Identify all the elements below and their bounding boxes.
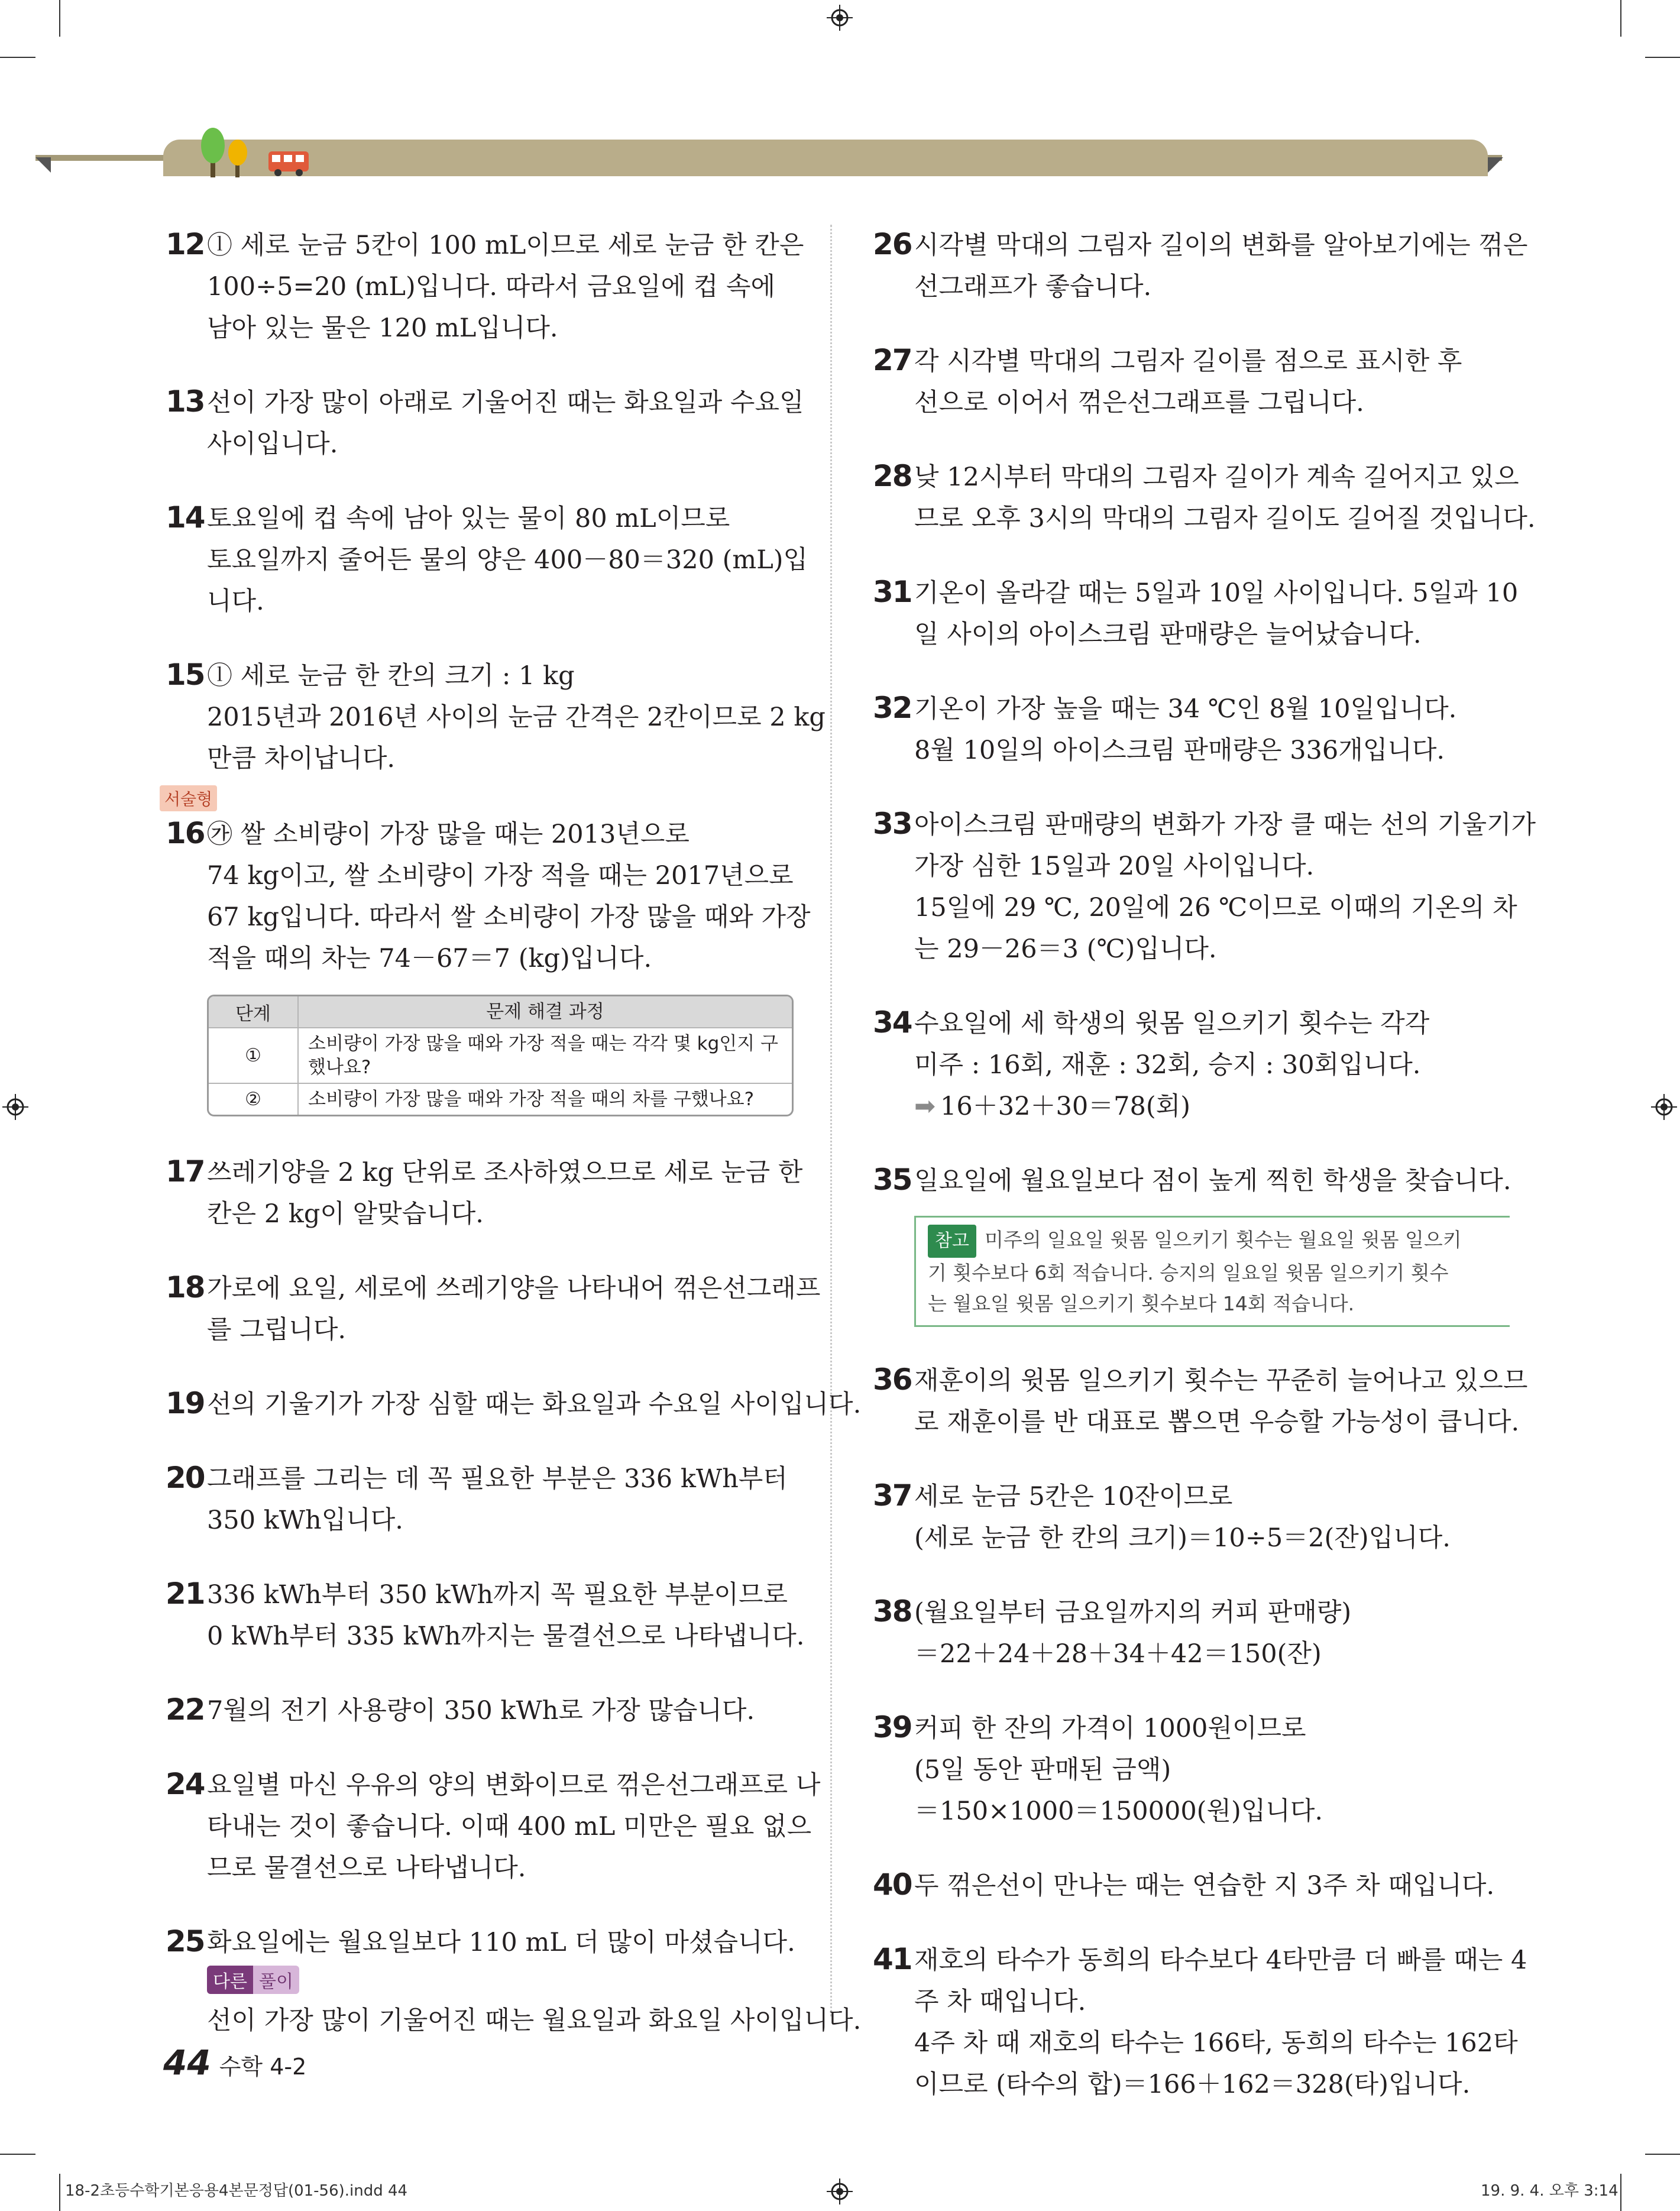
answer-line: 기온이 올라갈 때는 5일과 10일 사이입니다. 5일과 10 [914, 578, 1519, 608]
problem-34 [873, 1003, 1500, 1127]
problem-41 [873, 1940, 1527, 2105]
problem-28 [873, 457, 1536, 539]
problem-number: 36 [873, 1362, 912, 1397]
answer-line: ㉮ 쌀 소비량이 가장 많을 때는 2013년으로 [207, 820, 690, 849]
answer-line: 선그래프가 좋습니다. [914, 272, 1152, 302]
answer-line: ⓛ 세로 눈금 5칸이 100 mL이므로 세로 눈금 한 칸은 [207, 231, 804, 260]
note-line: 기 횟수보다 6회 적습니다. 승지의 일요일 윗몸 일으키기 횟수 [928, 1261, 1449, 1284]
essay-tag: 서술형 [160, 785, 217, 811]
page-footer [163, 2042, 306, 2083]
answer-line: 재호의 타수가 동희의 타수보다 4타만큼 더 빠를 때는 4 [914, 1945, 1527, 1975]
rubric-table [207, 995, 794, 1116]
problem-number: 12 [166, 227, 205, 261]
problem-number: 13 [166, 384, 205, 419]
answer-line: 쓰레기양을 2 kg 단위로 조사하였으므로 세로 눈금 한 [207, 1158, 803, 1187]
answer-line: 세로 눈금 5칸은 10잔이므로 [914, 1482, 1233, 1511]
problem-18 [166, 1268, 821, 1351]
problem-37 [873, 1476, 1500, 1559]
answer-line: 가장 심한 15일과 20일 사이입니다. [914, 852, 1315, 881]
problem-25 [166, 1922, 862, 2041]
answer-line: 350 kWh입니다. [207, 1506, 403, 1535]
answer-line: 수요일에 세 학생의 윗몸 일으키기 횟수는 각각 [914, 1009, 1430, 1038]
problem-15 [166, 655, 826, 779]
problem-number: 32 [873, 691, 912, 725]
slug-filename: 18-2초등수학기본응용4본문정답(01-56).indd 44 [65, 2182, 408, 2200]
problem-32 [873, 688, 1500, 771]
answer-line: ⓛ 세로 눈금 한 칸의 크기 : 1 kg [207, 661, 575, 691]
alternate-solution-tag [207, 1966, 299, 1994]
answer-result-line [914, 1086, 1500, 1127]
answer-line: 그래프를 그리는 데 꼭 필요한 부분은 336 kWh부터 [207, 1464, 788, 1494]
problem-number: 41 [873, 1942, 912, 1976]
answer-line: 사이입니다. [207, 429, 338, 459]
answer-line: 기온이 가장 높을 때는 34 ℃인 8월 10일입니다. [914, 694, 1457, 724]
problem-20 [166, 1458, 792, 1541]
problem-36 [873, 1360, 1528, 1443]
alt-tag-b: 풀이 [253, 1966, 299, 1994]
problem-number: 31 [873, 575, 912, 609]
subject-label: 수학 4-2 [219, 2054, 307, 2080]
problem-number: 37 [873, 1478, 912, 1513]
problem-19 [166, 1384, 862, 1425]
problem-number: 28 [873, 459, 912, 493]
registration-mark-icon [827, 5, 853, 31]
registration-mark-icon [2, 1094, 28, 1120]
answer-line: 남아 있는 물은 120 mL입니다. [207, 313, 558, 343]
answer-line: 가로에 요일, 세로에 쓰레기양을 나타내어 꺾은선그래프 [207, 1274, 821, 1303]
arrow-right-icon: ➡ [914, 1092, 936, 1121]
note-box [914, 1216, 1510, 1327]
right-column [873, 225, 1536, 2138]
rubric-row [209, 1083, 792, 1115]
note-line-first [928, 1225, 1501, 1258]
answer-line: 시각별 막대의 그림자 길이의 변화를 알아보기에는 꺾은 [914, 231, 1528, 260]
problem-number: 26 [873, 227, 912, 261]
problem-number: 16 [166, 816, 205, 850]
rubric-head-process: 문제 해결 과정 [486, 1001, 604, 1022]
problem-17 [166, 1152, 803, 1235]
answer-line: 므로 물결선으로 나타냅니다. [207, 1853, 526, 1883]
answer-line: ＝150×1000＝150000(원)입니다. [914, 1796, 1323, 1826]
crop-mark [59, 2174, 60, 2211]
registration-mark-icon [1651, 1094, 1677, 1120]
answer-line: 니다. [207, 587, 264, 616]
answer-line: 두 꺾은선이 만나는 때는 연습한 지 3주 차 때입니다. [914, 1871, 1495, 1901]
problem-38 [873, 1592, 1500, 1675]
answer-line: 100÷5=20 (mL)입니다. 따라서 금요일에 컵 속에 [207, 272, 776, 302]
problem-number: 21 [166, 1576, 205, 1611]
problem-number: 14 [166, 500, 205, 535]
problem-14 [166, 498, 808, 622]
header-cap-left [35, 157, 51, 173]
answer-line: 선이 가장 많이 아래로 기울어진 때는 화요일과 수요일 [207, 388, 804, 417]
problem-number: 15 [166, 658, 205, 692]
rubric-header [209, 996, 792, 1027]
answer-line: (월요일부터 금요일까지의 커피 판매량) [914, 1598, 1352, 1627]
header-banner [163, 140, 1488, 176]
answer-result: 16＋32＋30＝78(회) [940, 1092, 1190, 1121]
answer-line: 336 kWh부터 350 kWh까지 꼭 필요한 부분이므로 [207, 1580, 788, 1610]
note-text: 미주의 일요일 윗몸 일으키기 횟수는 월요일 윗몸 일으키 [984, 1228, 1462, 1251]
answer-line: 타내는 것이 좋습니다. 이때 400 mL 미만은 필요 없으 [207, 1812, 812, 1841]
problem-number: 25 [166, 1924, 205, 1959]
problem-number: 35 [873, 1163, 912, 1197]
problem-number: 24 [166, 1767, 205, 1801]
crop-mark [1645, 2154, 1680, 2155]
column-divider [830, 225, 832, 2016]
problem-number: 39 [873, 1710, 912, 1744]
answer-line: 는 29－26＝3 (℃)입니다. [914, 934, 1217, 964]
header-cap-right [1488, 157, 1503, 173]
page-number: 44 [163, 2042, 211, 2083]
problem-number: 27 [873, 343, 912, 377]
alt-tag-a: 다른 [207, 1966, 253, 1994]
tree-icon [196, 123, 255, 177]
answer-line: 74 kg이고, 쌀 소비량이 가장 적을 때는 2017년으로 [207, 861, 794, 891]
answer-line: 로 재훈이를 반 대표로 뽑으면 우승할 가능성이 큽니다. [914, 1407, 1520, 1437]
rubric-row [209, 1027, 792, 1083]
alternate-solution-line: 선이 가장 많이 기울어진 때는 월요일과 화요일 사이입니다. [207, 2006, 862, 2035]
problem-40 [873, 1865, 1500, 1906]
crop-mark [1620, 0, 1621, 37]
problem-16 [166, 814, 811, 1116]
answer-line: 요일별 마신 우유의 양의 변화이므로 꺾은선그래프로 나 [207, 1770, 821, 1800]
answer-line: 만큼 차이납니다. [207, 744, 396, 773]
note-line: 는 월요일 윗몸 일으키기 횟수보다 14회 적습니다. [928, 1292, 1355, 1315]
problem-number: 33 [873, 807, 912, 841]
problem-24 [166, 1765, 821, 1889]
answer-line: 7월의 전기 사용량이 350 kWh로 가장 많습니다. [207, 1696, 755, 1726]
problem-33 [873, 804, 1536, 970]
answer-line: 각 시각별 막대의 그림자 길이를 점으로 표시한 후 [914, 347, 1462, 376]
answer-line: 적을 때의 차는 74－67＝7 (kg)입니다. [207, 944, 652, 973]
answer-line: (세로 눈금 한 칸의 크기)＝10÷5＝2(잔)입니다. [914, 1523, 1451, 1553]
rubric-step: ② [209, 1084, 299, 1115]
problem-21 [166, 1574, 805, 1657]
answer-line: 토요일까지 줄어든 물의 양은 400－80＝320 (mL)입 [207, 545, 808, 575]
left-column [164, 225, 862, 2074]
answer-line: 선의 기울기가 가장 심할 때는 화요일과 수요일 사이입니다. [207, 1390, 862, 1419]
answer-line: 일요일에 월요일보다 점이 높게 찍힌 학생을 찾습니다. [914, 1166, 1511, 1196]
answer-line: 선으로 이어서 꺾은선그래프를 그립니다. [914, 388, 1364, 417]
problem-number: 22 [166, 1692, 205, 1727]
answer-line: ＝22＋24＋28＋34＋42＝150(잔) [914, 1639, 1322, 1669]
crop-mark [0, 2154, 35, 2155]
problem-35 [873, 1160, 1511, 1327]
rubric-text-line: 했나요? [308, 1057, 371, 1078]
problem-22 [166, 1690, 792, 1731]
slug-date: 19. 9. 4. 오후 3:14 [1481, 2182, 1619, 2200]
rubric-head-step: 단계 [209, 996, 299, 1027]
problem-13 [166, 382, 804, 465]
answer-line: 재훈이의 윗몸 일으키기 횟수는 꾸준히 늘어나고 있으므 [914, 1366, 1528, 1396]
answer-line: 를 그립니다. [207, 1315, 347, 1345]
rubric-step: ① [209, 1028, 299, 1083]
answer-line: 커피 한 잔의 가격이 1000원이므로 [914, 1714, 1306, 1743]
answer-line: 8월 10일의 아이스크림 판매량은 336개입니다. [914, 736, 1445, 765]
problem-12 [166, 225, 804, 349]
problem-31 [873, 572, 1519, 655]
crop-mark [59, 0, 60, 37]
crop-mark [1620, 2174, 1621, 2211]
crop-mark [0, 57, 35, 58]
crop-mark [1645, 57, 1680, 58]
rubric-text-line: 소비량이 가장 많을 때와 가장 적을 때의 차를 구했나요? [308, 1089, 755, 1110]
answer-line: (5일 동안 판매된 금액) [914, 1755, 1171, 1785]
registration-mark-icon [827, 2178, 853, 2204]
answer-line: 칸은 2 kg이 알맞습니다. [207, 1199, 484, 1229]
problem-number: 17 [166, 1154, 205, 1189]
problem-number: 19 [166, 1386, 205, 1420]
answer-line: 므로 오후 3시의 막대의 그림자 길이도 길어질 것입니다. [914, 504, 1536, 533]
answer-line: 4주 차 때 재호의 타수는 166타, 동희의 타수는 162타 [914, 2028, 1518, 2058]
rubric-text-line: 소비량이 가장 많을 때와 가장 적을 때는 각각 몇 kg인지 구 [308, 1033, 778, 1054]
answer-line: 15일에 29 ℃, 20일에 26 ℃이므로 이때의 기온의 차 [914, 893, 1517, 922]
problem-number: 20 [166, 1461, 205, 1495]
problem-number: 38 [873, 1594, 912, 1629]
problem-number: 18 [166, 1270, 205, 1304]
bus-icon [267, 150, 310, 177]
answer-line: 2015년과 2016년 사이의 눈금 간격은 2칸이므로 2 kg [207, 703, 826, 732]
answer-line: 아이스크림 판매량의 변화가 가장 클 때는 선의 기울기가 [914, 810, 1536, 840]
rubric-text [299, 1028, 792, 1083]
answer-line: 주 차 때입니다. [914, 1987, 1086, 2016]
problem-39 [873, 1708, 1500, 1832]
answer-line: 67 kg입니다. 따라서 쌀 소비량이 가장 많을 때와 가장 [207, 902, 811, 932]
problem-26 [873, 225, 1528, 307]
problem-number: 40 [873, 1867, 912, 1902]
note-tag: 참고 [928, 1225, 976, 1258]
answer-line: 화요일에는 월요일보다 110 mL 더 많이 마셨습니다. [207, 1928, 795, 1957]
answer-line: 토요일에 컵 속에 남아 있는 물이 80 mL이므로 [207, 504, 730, 533]
problem-number: 34 [873, 1005, 912, 1040]
problem-27 [873, 341, 1500, 423]
answer-line: 0 kWh부터 335 kWh까지는 물결선으로 나타냅니다. [207, 1621, 805, 1651]
answer-line: 미주 : 16회, 재훈 : 32회, 승지 : 30회입니다. [914, 1050, 1421, 1080]
answer-line: 일 사이의 아이스크림 판매량은 늘어났습니다. [914, 620, 1422, 649]
answer-line: 이므로 (타수의 합)＝166＋162＝328(타)입니다. [914, 2070, 1471, 2099]
answer-line: 낮 12시부터 막대의 그림자 길이가 계속 길어지고 있으 [914, 462, 1519, 492]
